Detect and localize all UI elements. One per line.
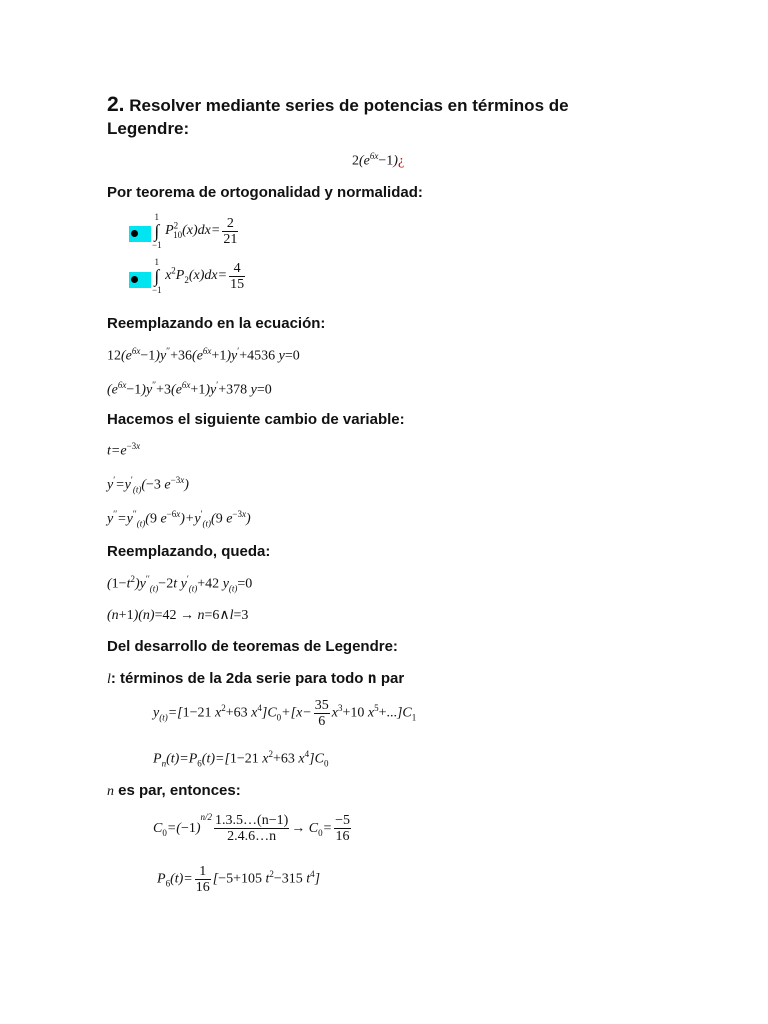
equation-c0: $C_0=(-1)^{n/2}$ $\frac{1.3.5\dots(n-1)}{2.4.6\dots n}$ → $C_0=$ $\frac{-5}{16}$ (153, 812, 350, 845)
equation-legendre-form: $(1-t^2)y''_{(t)}-2t$ $y'_{(t)}+42$ $y_{(t)}=0$ (107, 574, 253, 594)
equation-ode-1: $12(e^{6x}-1)y''+36(e^{6x}+1)y'+4536$ y=0 (107, 346, 300, 364)
problem-number: 2. (107, 93, 125, 116)
bullet-highlight-1 (129, 226, 151, 242)
fraction-35-6: $\frac{35}{6}$ (314, 698, 329, 729)
heading-change-variable: Hacemos el siguiente cambio de variable: (107, 411, 405, 428)
equation-ode-2: $(e^{6x}-1)y''+3(e^{6x}+1)y'+378$ y=0 (107, 380, 272, 398)
fraction-1-16: $\frac{1}{16}$ (195, 864, 210, 895)
equation-first-derivative: $y'=y'_{(t)}(-3$ $e^{-3x}$) (107, 475, 189, 495)
fraction-minus5-16: $\frac{-5}{16}$ (335, 813, 350, 845)
equation-p6-series: $P_n(t)=P_6(t)=[1-21$ $x^2+63$ $x^4]C_0$ (153, 749, 329, 769)
integral-equation-1: 1 ∫ −1 $P^2_{10}(x)dx=$ $\frac{2}{21}$ (152, 212, 238, 250)
heading-replacing-result: Reemplazando, queda: (107, 543, 271, 560)
equation-series-y: $y_{(t)}=[1-21$ $x^2+63$ $x^4]C_0+[x-$ $\frac{35}{6}$ $x^3+10$ $x^5+...]C_1$ (153, 698, 417, 729)
fraction-4-15: $\frac{4}{15}$ (230, 260, 245, 292)
equation-second-derivative: $y''=y''_{(t)}(9$ $e^{-6x})+y'_{(t)}(9$ $e^{-3x}$) (107, 509, 251, 529)
question-mark: ¿ (397, 153, 405, 169)
n-even-line: n es par, entonces: (107, 782, 241, 799)
heading-orthogonality: Por teorema de ortogonalidad y normalidad: (107, 184, 423, 201)
integral-equation-2: 1 ∫ −1 $x^2P_2(x)dx=$ $\frac{4}{15}$ (152, 257, 245, 295)
heading-legendre-development: Del desarrollo de teoremas de Legendre: (107, 638, 398, 655)
equation-n-solution: (n+1)(n)=42 → n=6∧l=3 (107, 608, 249, 623)
problem-title (107, 93, 569, 118)
fraction-c0-product: $\frac{1.3.5\dots(n-1)}{2.4.6\dots n}$ (215, 813, 289, 845)
equation-t-substitution: $t=e^{-3x}$ (107, 441, 141, 459)
title-line-2: Legendre: (107, 119, 190, 138)
bullet-highlight-2 (129, 272, 151, 288)
l-terms-line: l: términos de la 2da serie para todo n par (107, 669, 405, 687)
equation-p6-final: $P_6(t)=$ $\frac{1}{16}$ [−5+105 $t^2-315$ $t^4$] (157, 864, 321, 895)
fraction-2-21: $\frac{2}{21}$ (223, 215, 238, 247)
title-line-1: Resolver mediante series de potencias en términos de (129, 96, 569, 115)
heading-replacing: Reemplazando en la ecuación: (107, 315, 326, 332)
main-equation: $2(e^{6x}-1)¿$ (352, 151, 405, 169)
